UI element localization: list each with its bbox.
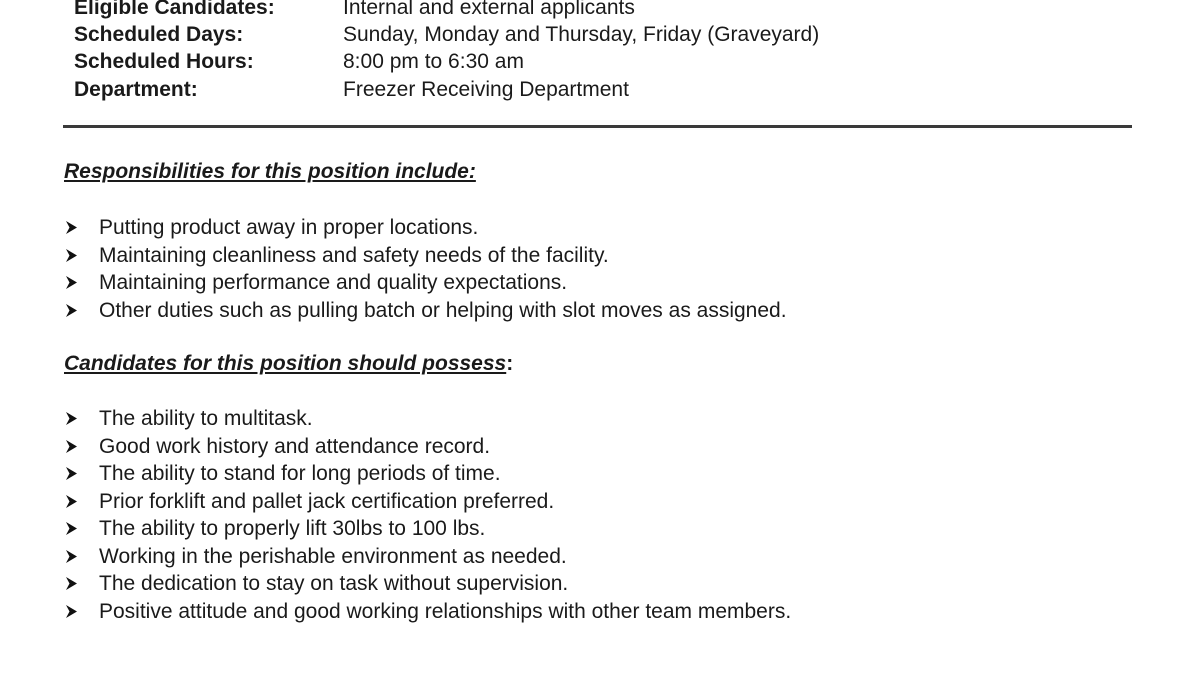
responsibilities-heading-text: Responsibilities for this position include: xyxy=(64,160,476,183)
info-value: 8:00 pm to 6:30 am xyxy=(343,50,524,73)
arrowhead-bullet-icon xyxy=(63,433,83,460)
list-item-text: The dedication to stay on task without supervision. xyxy=(99,572,569,595)
info-value: Sunday, Monday and Thursday, Friday (Graveyard) xyxy=(343,23,820,46)
arrowhead-bullet-icon xyxy=(63,297,83,324)
info-label: Scheduled Days: xyxy=(74,23,244,46)
info-row-scheduled-days xyxy=(0,21,1200,49)
info-row-eligible-candidates xyxy=(0,0,1200,22)
arrowhead-bullet-icon xyxy=(63,488,83,515)
list-item-text: Putting product away in proper locations. xyxy=(99,216,479,239)
arrowhead-bullet-icon xyxy=(63,214,83,241)
qualifications-heading-colon: : xyxy=(506,352,514,375)
arrowhead-bullet-icon xyxy=(63,543,83,570)
info-row-scheduled-hours xyxy=(0,48,1200,76)
arrowhead-bullet-icon xyxy=(63,242,83,269)
list-item-text: Positive attitude and good working relationships with other team members. xyxy=(99,599,792,623)
qualifications-heading-text: Candidates for this position should possess xyxy=(64,352,507,375)
info-label: Department: xyxy=(74,78,198,101)
list-item-text: The ability to properly lift 30lbs to 100 lbs. xyxy=(99,517,486,540)
list-item-text: Working in the perishable environment as needed. xyxy=(99,544,567,568)
arrowhead-bullet-icon xyxy=(63,570,83,597)
info-label: Eligible Candidates: xyxy=(74,0,275,19)
horizontal-divider xyxy=(63,125,1132,128)
list-item-text: The ability to multitask. xyxy=(99,407,313,430)
info-value: Internal and external applicants xyxy=(343,0,635,19)
responsibilities-heading xyxy=(64,158,476,186)
arrowhead-bullet-icon xyxy=(63,598,83,625)
info-value: Freezer Receiving Department xyxy=(343,78,629,101)
list-item-text: Maintaining cleanliness and safety needs of the facility. xyxy=(99,243,609,267)
list-item-text: Other duties such as pulling batch or helping with slot moves as assigned. xyxy=(99,298,787,322)
list-item-text: Good work history and attendance record. xyxy=(99,434,491,458)
list-item-text: Maintaining performance and quality expectations. xyxy=(99,271,568,294)
info-label: Scheduled Hours: xyxy=(74,50,254,73)
arrowhead-bullet-icon xyxy=(63,460,83,487)
list-item-text: Prior forklift and pallet jack certification preferred. xyxy=(99,489,555,513)
arrowhead-bullet-icon xyxy=(63,405,83,432)
arrowhead-bullet-icon xyxy=(63,269,83,296)
arrowhead-bullet-icon xyxy=(63,515,83,542)
list-item-text: The ability to stand for long periods of time. xyxy=(99,462,501,485)
qualifications-heading xyxy=(64,350,513,378)
info-row-department xyxy=(0,76,1200,104)
